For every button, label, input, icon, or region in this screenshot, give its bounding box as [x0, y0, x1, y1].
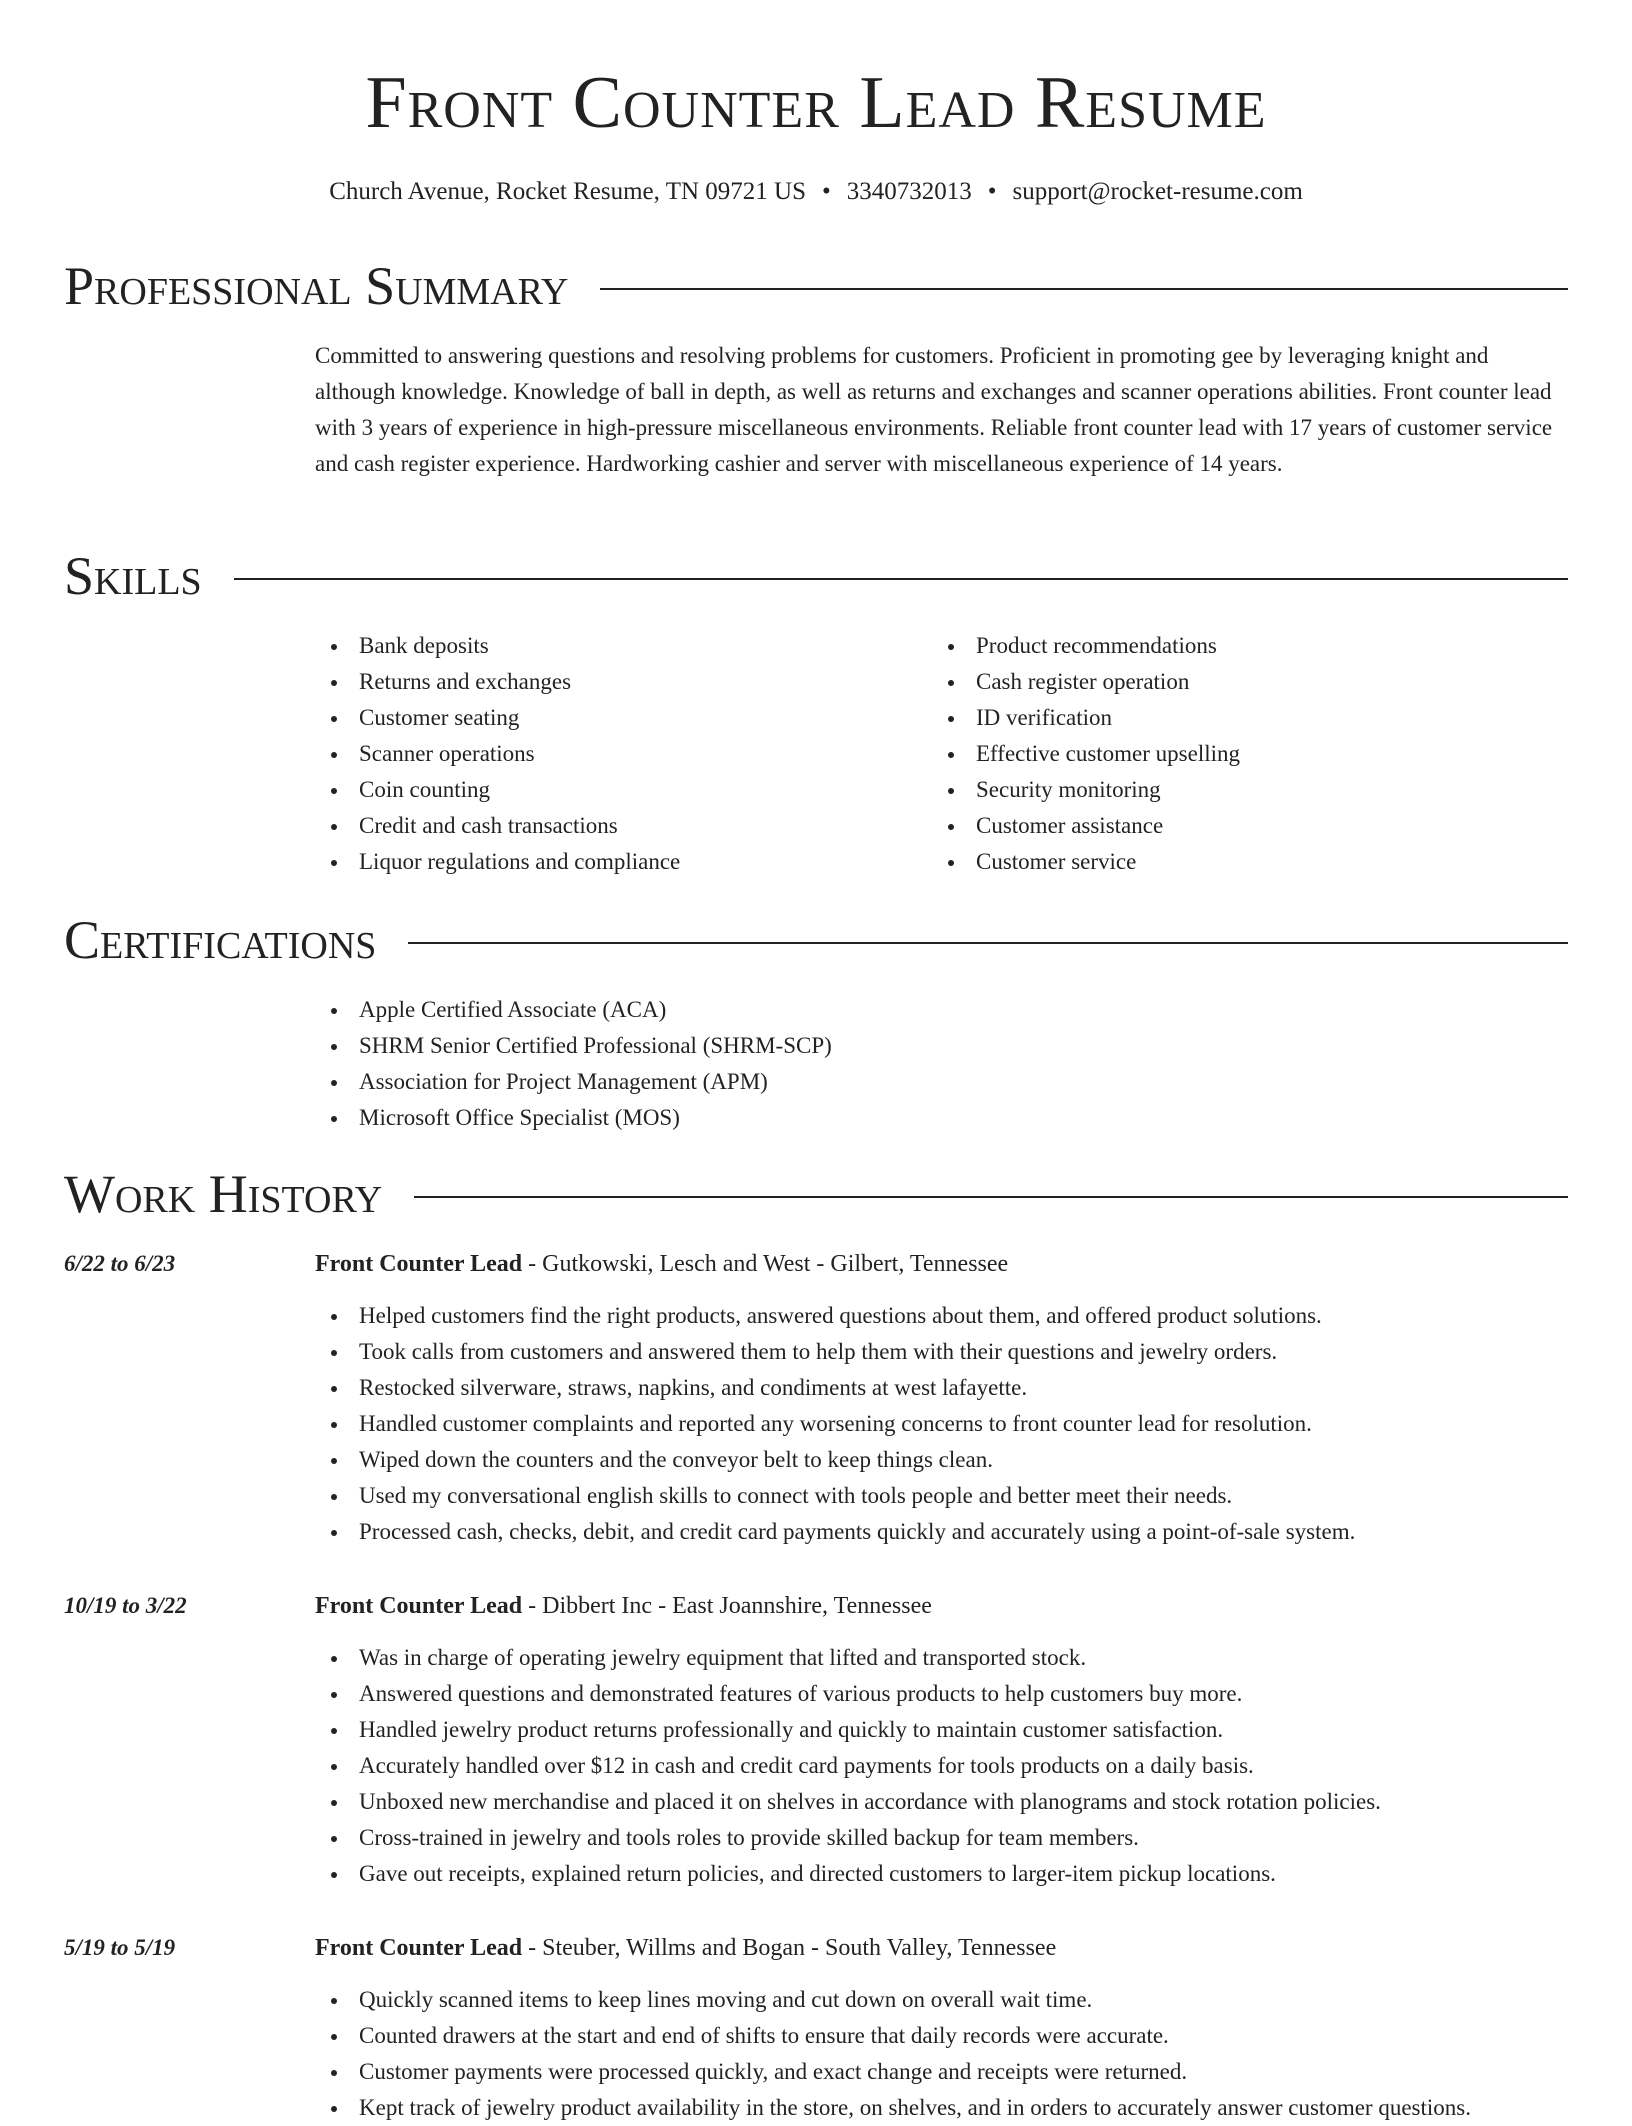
section-divider	[408, 942, 1568, 944]
skill-item: Liquor regulations and compliance	[315, 844, 915, 880]
job-bullet: Counted drawers at the start and end of shifts to ensure that daily records were accurate.	[315, 2018, 1568, 2054]
section-heading-work-history	[64, 1164, 1568, 1224]
job-bullet: Used my conversational english skills to connect with tools people and better meet their needs.	[315, 1478, 1568, 1514]
job-role: Front Counter Lead	[315, 1593, 523, 1619]
skill-item: ID verification	[932, 700, 1532, 736]
section-title: Certifications	[64, 910, 377, 970]
summary-text: Committed to answering questions and resolving problems for customers. Proficient in promoting gee by leveraging knight and although knowledge. Knowledge of ball in depth, as well as returns and exchanges and scanner operations abilities. Front counter lead with 3 years of experience in high-pressure miscellaneous environments. Reliable front counter lead with 17 years of customer service and cash register experience. Hardworking cashier and server with miscellaneous experience of 14 years.	[315, 343, 1553, 476]
certifications-list	[315, 992, 1568, 1136]
certification-item: Association for Project Management (APM)	[315, 1064, 1568, 1100]
job-bullet: Took calls from customers and answered them to help them with their questions and jewelry orders.	[315, 1334, 1568, 1370]
job-bullets	[315, 1298, 1568, 1550]
section-heading-skills	[64, 546, 1568, 606]
job-dates: 5/19 to 5/19	[64, 1935, 176, 1960]
job-bullet: Was in charge of operating jewelry equipment that lifted and transported stock.	[315, 1640, 1568, 1676]
job-role: Front Counter Lead	[315, 1251, 523, 1277]
skills-list-left	[315, 628, 915, 880]
job-bullet: Processed cash, checks, debit, and credit card payments quickly and accurately using a point-of-sale system.	[315, 1514, 1568, 1550]
job-bullet: Handled jewelry product returns professionally and quickly to maintain customer satisfaction.	[315, 1712, 1568, 1748]
resume-title: Front Counter Lead Resume	[365, 62, 1267, 144]
job-employer: - Gutkowski, Lesch and West - Gilbert, Tennessee	[522, 1251, 1009, 1277]
contact-separator: •	[821, 178, 831, 205]
job-bullet: Unboxed new merchandise and placed it on shelves in accordance with planograms and stock rotation policies.	[315, 1784, 1568, 1820]
job-bullet: Helped customers find the right products, answered questions about them, and offered product solutions.	[315, 1298, 1568, 1334]
job-dates: 6/22 to 6/23	[64, 1251, 176, 1276]
section-heading-summary	[64, 256, 1568, 316]
job-bullet: Gave out receipts, explained return policies, and directed customers to larger-item pickup locations.	[315, 1856, 1568, 1892]
job-bullet: Customer payments were processed quickly, and exact change and receipts were returned.	[315, 2054, 1568, 2090]
job-dates: 10/19 to 3/22	[64, 1593, 187, 1618]
job-bullet: Quickly scanned items to keep lines moving and cut down on overall wait time.	[315, 1982, 1568, 2018]
contact-separator: •	[987, 178, 997, 205]
job-bullet: Wiped down the counters and the conveyor belt to keep things clean.	[315, 1442, 1568, 1478]
section-divider	[234, 578, 1568, 580]
skill-item: Scanner operations	[315, 736, 915, 772]
contact-phone: 3340732013	[846, 178, 972, 205]
skill-item: Returns and exchanges	[315, 664, 915, 700]
certification-item: SHRM Senior Certified Professional (SHRM-SCP)	[315, 1028, 1568, 1064]
job-heading	[315, 1930, 1056, 1966]
section-title: Skills	[64, 546, 202, 606]
contact-line	[64, 176, 1568, 208]
certification-item: Apple Certified Associate (ACA)	[315, 992, 1568, 1028]
job-bullet: Handled customer complaints and reported any worsening concerns to front counter lead for resolution.	[315, 1406, 1568, 1442]
contact-address: Church Avenue, Rocket Resume, TN 09721 US	[329, 178, 806, 205]
skills-list-right	[932, 628, 1532, 880]
certification-item: Microsoft Office Specialist (MOS)	[315, 1100, 1568, 1136]
section-heading-certifications	[64, 910, 1568, 970]
skill-item: Customer seating	[315, 700, 915, 736]
job-heading	[315, 1246, 1008, 1282]
section-divider	[600, 288, 1568, 290]
job-heading	[315, 1588, 932, 1624]
skill-item: Credit and cash transactions	[315, 808, 915, 844]
job-bullet: Cross-trained in jewelry and tools roles to provide skilled backup for team members.	[315, 1820, 1568, 1856]
section-title: Work History	[64, 1164, 383, 1224]
job-employer: - Steuber, Willms and Bogan - South Valley, Tennessee	[522, 1935, 1057, 1961]
job-bullet: Kept track of jewelry product availability in the store, on shelves, and in orders to accurately answer customer questions.	[315, 2090, 1568, 2126]
skill-item: Effective customer upselling	[932, 736, 1532, 772]
job-bullet: Restocked silverware, straws, napkins, and condiments at west lafayette.	[315, 1370, 1568, 1406]
job-role: Front Counter Lead	[315, 1935, 523, 1961]
section-title: Professional Summary	[64, 256, 569, 316]
job-bullets	[315, 1982, 1568, 2126]
contact-email: support@rocket-resume.com	[1012, 178, 1303, 205]
job-employer: - Dibbert Inc - East Joannshire, Tennessee	[522, 1593, 932, 1619]
skill-item: Customer assistance	[932, 808, 1532, 844]
skill-item: Customer service	[932, 844, 1532, 880]
skill-item: Security monitoring	[932, 772, 1532, 808]
skill-item: Product recommendations	[932, 628, 1532, 664]
skill-item: Coin counting	[315, 772, 915, 808]
skill-item: Cash register operation	[932, 664, 1532, 700]
section-divider	[414, 1196, 1568, 1198]
job-bullets	[315, 1640, 1568, 1892]
job-bullet: Accurately handled over $12 in cash and credit card payments for tools products on a daily basis.	[315, 1748, 1568, 1784]
skill-item: Bank deposits	[315, 628, 915, 664]
job-bullet: Answered questions and demonstrated features of various products to help customers buy more.	[315, 1676, 1568, 1712]
